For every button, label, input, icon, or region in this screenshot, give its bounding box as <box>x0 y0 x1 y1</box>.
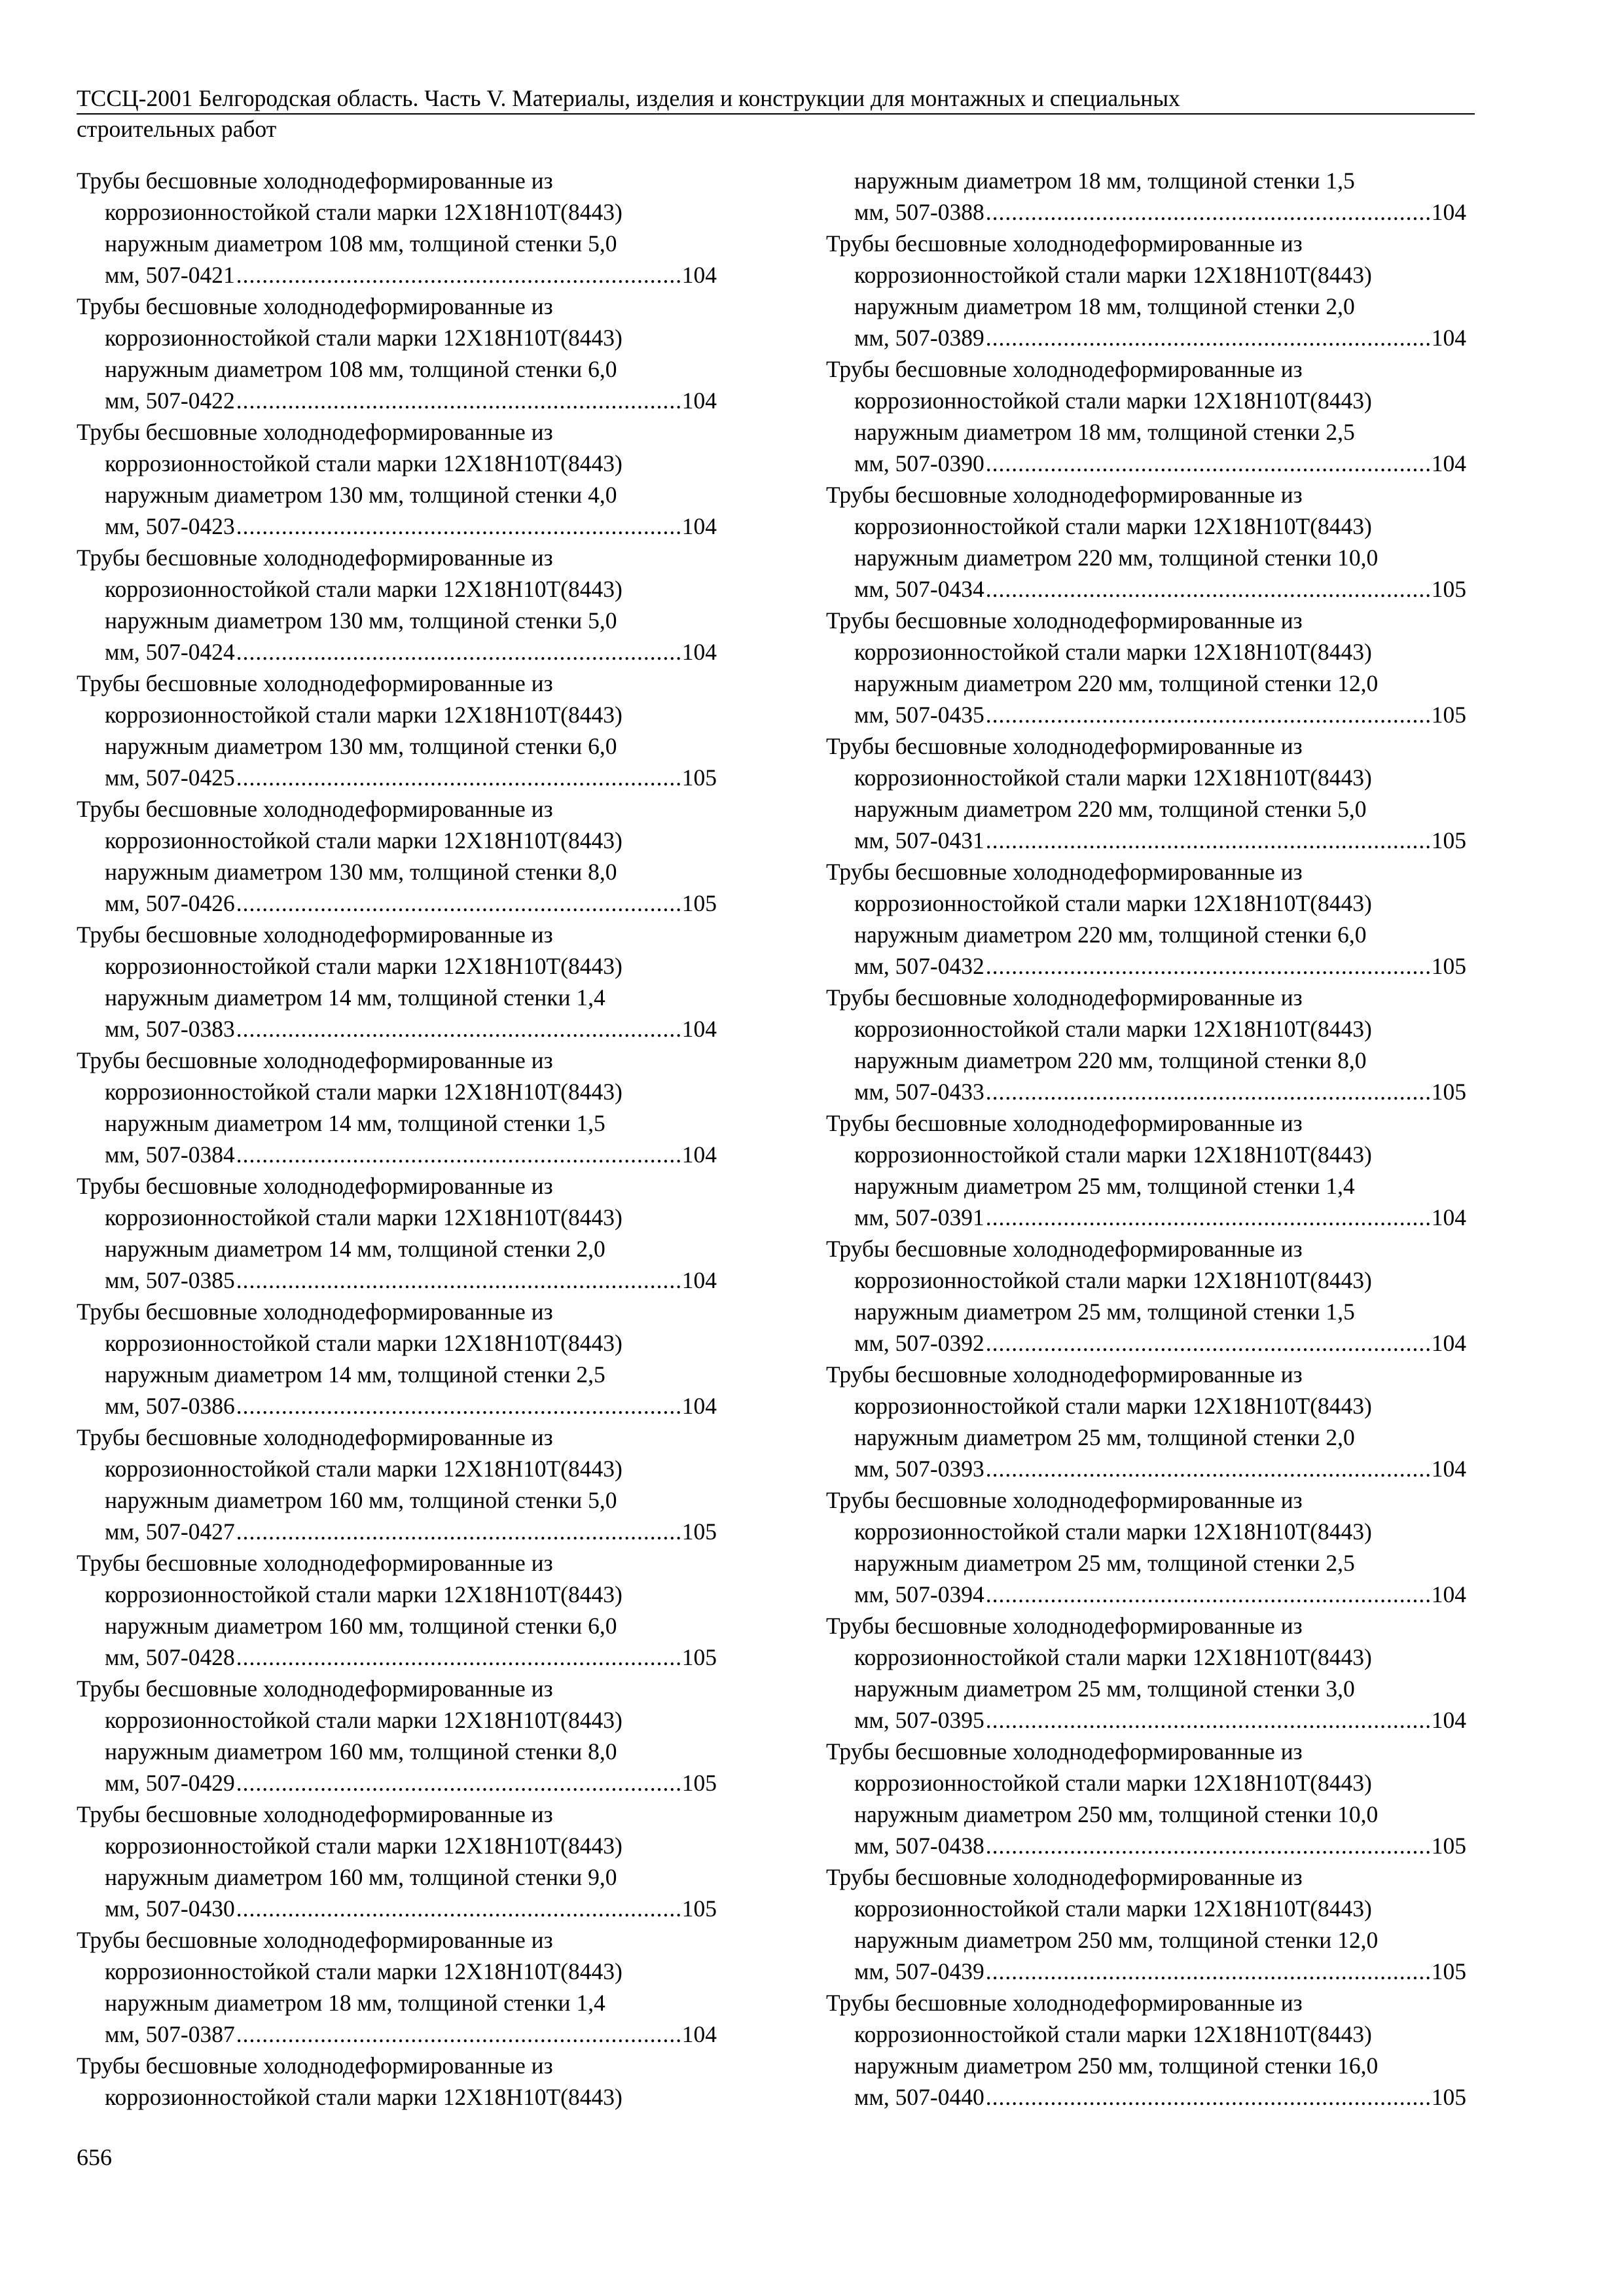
entry-text-line: наружным диаметром 14 мм, толщиной стенки 2,5 <box>105 1361 605 1388</box>
entry-text-line: наружным диаметром 250 мм, толщиной стенки 12,0 <box>854 1927 1379 1953</box>
entry-code: мм, 507-0423 <box>105 513 235 539</box>
entry-text-line: коррозионностойкой стали марки 12Х18Н10Т(8443) <box>105 450 623 476</box>
entry-page-ref: 105 <box>681 764 717 791</box>
entry-text-line: наружным диаметром 160 мм, толщиной стенки 8,0 <box>105 1738 617 1765</box>
entry-text-line: наружным диаметром 220 мм, толщиной стенки 5,0 <box>854 796 1367 822</box>
entry-text-line: наружным диаметром 220 мм, толщиной стенки 6,0 <box>854 922 1367 948</box>
entry-code: мм, 507-0421 <box>105 262 235 288</box>
entry-title-line: Трубы бесшовные холоднодеформированные из <box>77 1801 553 1827</box>
entry-text-line: коррозионностойкой стали марки 12Х18Н10Т(8443) <box>854 764 1372 791</box>
entry-reference-line <box>77 762 717 793</box>
entry-page-ref: 104 <box>1431 1456 1466 1482</box>
entry-text-line: наружным диаметром 14 мм, толщиной стенки 1,5 <box>105 1110 605 1136</box>
entry-code: мм, 507-0383 <box>105 1016 235 1042</box>
entry-title-line: Трубы бесшовные холоднодеформированные из <box>826 1110 1303 1136</box>
entry-title-line: Трубы бесшовные холоднодеформированные из <box>826 1864 1303 1890</box>
dot-leader <box>986 573 1430 605</box>
entry-reference-line <box>77 1893 717 1924</box>
entry-title-line: Трубы бесшовные холоднодеформированные из <box>826 859 1303 885</box>
entry-title-line: Трубы бесшовные холоднодеформированные из <box>826 1738 1303 1765</box>
entry-text-line: наружным диаметром 250 мм, толщиной стенки 16,0 <box>854 2053 1379 2079</box>
dot-leader <box>236 762 681 793</box>
entry-text-line: коррозионностойкой стали марки 12Х18Н10Т(8443) <box>105 576 623 602</box>
entry-reference-line <box>77 1013 717 1045</box>
index-entry <box>77 416 717 542</box>
entry-code: мм, 507-0388 <box>854 199 984 225</box>
entry-page-ref: 105 <box>681 1895 717 1922</box>
entry-reference-line <box>826 699 1466 730</box>
entry-text-line: наружным диаметром 25 мм, толщиной стенки 3,0 <box>854 1676 1355 1702</box>
entry-title-line: Трубы бесшовные холоднодеформированные из <box>77 1550 553 1576</box>
entry-code: мм, 507-0389 <box>854 325 984 351</box>
entry-text-line: коррозионностойкой стали марки 12Х18Н10Т(8443) <box>105 2084 623 2110</box>
entry-reference-line <box>826 322 1466 353</box>
index-entry <box>826 1736 1466 1861</box>
entry-reference-line <box>77 1390 717 1422</box>
entry-code: мм, 507-0439 <box>854 1958 984 1984</box>
entry-page-ref: 104 <box>1431 1204 1466 1230</box>
entry-reference-line <box>77 1265 717 1296</box>
entry-title-line: Трубы бесшовные холоднодеформированные из <box>826 1990 1303 2016</box>
index-entry <box>826 982 1466 1107</box>
dot-leader <box>236 888 681 919</box>
entry-reference-line <box>826 1327 1466 1359</box>
entry-text-line: коррозионностойкой стали марки 12Х18Н10Т(8443) <box>105 1330 623 1356</box>
index-entry <box>826 1987 1466 2113</box>
index-entry <box>77 668 717 793</box>
dot-leader <box>236 259 681 291</box>
entry-reference-line <box>77 888 717 919</box>
entry-page-ref: 105 <box>681 1770 717 1796</box>
dot-leader <box>236 1516 681 1547</box>
entry-page-ref: 104 <box>1431 1707 1466 1733</box>
entry-text-line: коррозионностойкой стали марки 12Х18Н10Т(8443) <box>854 1141 1372 1168</box>
entry-reference-line <box>826 1956 1466 1987</box>
dot-leader <box>986 950 1430 982</box>
entry-reference-line <box>826 196 1466 228</box>
entry-text-line: наружным диаметром 160 мм, толщиной стенки 9,0 <box>105 1864 617 1890</box>
entry-page-ref: 104 <box>681 387 717 414</box>
entry-text-line: коррозионностойкой стали марки 12Х18Н10Т(8443) <box>854 1393 1372 1419</box>
entry-title-line: Трубы бесшовные холоднодеформированные из <box>77 1047 553 1073</box>
dot-leader <box>236 1767 681 1799</box>
dot-leader <box>986 1830 1430 1861</box>
index-entry <box>826 1610 1466 1736</box>
entry-text-line: наружным диаметром 25 мм, толщиной стенки 1,4 <box>854 1173 1355 1199</box>
entry-text-line: коррозионностойкой стали марки 12Х18Н10Т(8443) <box>854 1267 1372 1293</box>
entry-reference-line <box>77 1516 717 1547</box>
header-title-continuation: строительных работ <box>77 116 277 142</box>
entry-title-line: Трубы бесшовные холоднодеформированные из <box>826 733 1303 759</box>
index-column-left <box>77 165 717 2113</box>
entry-code: мм, 507-0386 <box>105 1393 235 1419</box>
entry-text-line: наружным диаметром 18 мм, толщиной стенки 1,5 <box>854 168 1355 194</box>
entry-page-ref: 105 <box>1431 827 1466 853</box>
entry-title-line: Трубы бесшовные холоднодеформированные из <box>826 482 1303 508</box>
entry-title-line: Трубы бесшовные холоднодеформированные из <box>77 922 553 948</box>
entry-text-line: коррозионностойкой стали марки 12Х18Н10Т(8443) <box>105 702 623 728</box>
entry-text-line: наружным диаметром 25 мм, толщиной стенки 1,5 <box>854 1299 1355 1325</box>
entry-page-ref: 104 <box>681 1267 717 1293</box>
entry-page-ref: 104 <box>681 639 717 665</box>
entry-title-line: Трубы бесшовные холоднодеформированные из <box>826 1236 1303 1262</box>
entry-page-ref: 105 <box>681 1518 717 1545</box>
header-title-line: ТССЦ-2001 Белгородская область. Часть V. Материалы, изделия и конструкции для монтажных и специальных <box>77 84 1475 115</box>
index-entry <box>77 1799 717 1924</box>
index-entry <box>77 291 717 416</box>
entry-text-line: наружным диаметром 14 мм, толщиной стенки 2,0 <box>105 1236 605 1262</box>
index-entry <box>77 1045 717 1170</box>
entry-title-line: Трубы бесшовные холоднодеформированные из <box>77 168 553 194</box>
entry-text-line: коррозионностойкой стали марки 12Х18Н10Т(8443) <box>105 1958 623 1984</box>
entry-code: мм, 507-0393 <box>854 1456 984 1482</box>
dot-leader <box>236 1390 681 1422</box>
entry-reference-line <box>77 385 717 416</box>
entry-text-line: наружным диаметром 14 мм, толщиной стенки 1,4 <box>105 984 605 1011</box>
dot-leader <box>236 1893 681 1924</box>
entry-page-ref: 104 <box>1431 1581 1466 1607</box>
entry-text-line: наружным диаметром 18 мм, толщиной стенки 1,4 <box>105 1990 605 2016</box>
entry-text-line: коррозионностойкой стали марки 12Х18Н10Т(8443) <box>105 1581 623 1607</box>
entry-code: мм, 507-0390 <box>854 450 984 476</box>
entry-title-line: Трубы бесшовные холоднодеформированные из <box>826 1613 1303 1639</box>
entry-reference-line <box>77 1139 717 1170</box>
dot-leader <box>986 1076 1430 1107</box>
entry-reference-line <box>826 825 1466 856</box>
entry-code: мм, 507-0430 <box>105 1895 235 1922</box>
entry-code: мм, 507-0384 <box>105 1141 235 1168</box>
dot-leader <box>986 448 1430 479</box>
dot-leader <box>236 385 681 416</box>
index-entry <box>826 1233 1466 1359</box>
index-entry <box>826 353 1466 479</box>
index-entry <box>826 479 1466 605</box>
entry-code: мм, 507-0428 <box>105 1644 235 1670</box>
dot-leader <box>986 196 1430 228</box>
entry-text-line: наружным диаметром 130 мм, толщиной стенки 5,0 <box>105 607 617 634</box>
index-entry <box>826 1861 1466 1987</box>
entry-title-line: Трубы бесшовные холоднодеформированные из <box>77 1424 553 1450</box>
entry-title-line: Трубы бесшовные холоднодеформированные из <box>826 984 1303 1011</box>
entry-page-ref: 105 <box>1431 576 1466 602</box>
index-entry <box>77 1924 717 2050</box>
entry-page-ref: 105 <box>1431 1958 1466 1984</box>
entry-text-line: наружным диаметром 130 мм, толщиной стенки 6,0 <box>105 733 617 759</box>
entry-code: мм, 507-0434 <box>854 576 984 602</box>
entry-code: мм, 507-0391 <box>854 1204 984 1230</box>
entry-reference-line <box>77 1641 717 1673</box>
entry-text-line: наружным диаметром 220 мм, толщиной стенки 12,0 <box>854 670 1379 696</box>
entry-reference-line <box>826 1453 1466 1484</box>
dot-leader <box>236 511 681 542</box>
entry-reference-line <box>77 1767 717 1799</box>
entry-code: мм, 507-0395 <box>854 1707 984 1733</box>
entry-text-line: коррозионностойкой стали марки 12Х18Н10Т(8443) <box>105 1079 623 1105</box>
entry-text-line: наружным диаметром 25 мм, толщиной стенки 2,5 <box>854 1550 1355 1576</box>
entry-title-line: Трубы бесшовные холоднодеформированные из <box>77 670 553 696</box>
entry-code: мм, 507-0424 <box>105 639 235 665</box>
running-header <box>77 84 1475 143</box>
index-entry <box>826 1107 1466 1233</box>
entry-title-line: Трубы бесшовные холоднодеформированные из <box>826 1487 1303 1513</box>
entry-code: мм, 507-0432 <box>854 953 984 979</box>
entry-reference-line <box>77 259 717 291</box>
entry-code: мм, 507-0422 <box>105 387 235 414</box>
entry-page-ref: 104 <box>681 1393 717 1419</box>
dot-leader <box>986 1579 1430 1610</box>
entry-title-line: Трубы бесшовные холоднодеформированные из <box>77 796 553 822</box>
entry-text-line: коррозионностойкой стали марки 12Х18Н10Т(8443) <box>105 953 623 979</box>
entry-text-line: коррозионностойкой стали марки 12Х18Н10Т(8443) <box>854 262 1372 288</box>
dot-leader <box>986 1453 1430 1484</box>
entry-page-ref: 105 <box>1431 2084 1466 2110</box>
entry-reference-line <box>826 1830 1466 1861</box>
entry-text-line: коррозионностойкой стали марки 12Х18Н10Т(8443) <box>854 639 1372 665</box>
entry-text-line: наружным диаметром 160 мм, толщиной стенки 5,0 <box>105 1487 617 1513</box>
entry-page-ref: 104 <box>1431 199 1466 225</box>
index-entry <box>826 228 1466 353</box>
index-entry <box>77 919 717 1045</box>
entry-title-line: Трубы бесшовные холоднодеформированные из <box>77 419 553 445</box>
dot-leader <box>986 1202 1430 1233</box>
entry-title-line: Трубы бесшовные холоднодеформированные из <box>77 2053 553 2079</box>
entry-page-ref: 105 <box>681 1644 717 1670</box>
entry-reference-line <box>826 1202 1466 1233</box>
dot-leader <box>236 2018 681 2050</box>
entry-title-line: Трубы бесшовные холоднодеформированные из <box>826 1361 1303 1388</box>
index-entry <box>826 165 1466 228</box>
index-entry <box>77 793 717 919</box>
entry-text-line: коррозионностойкой стали марки 12Х18Н10Т(8443) <box>105 827 623 853</box>
entry-reference-line <box>826 573 1466 605</box>
entry-text-line: коррозионностойкой стали марки 12Х18Н10Т(8443) <box>105 1204 623 1230</box>
entry-reference-line <box>826 1076 1466 1107</box>
entry-text-line: наружным диаметром 250 мм, толщиной стенки 10,0 <box>854 1801 1379 1827</box>
entry-title-line: Трубы бесшовные холоднодеформированные из <box>77 1927 553 1953</box>
entry-text-line: наружным диаметром 18 мм, толщиной стенки 2,0 <box>854 293 1355 319</box>
entry-text-line: коррозионностойкой стали марки 12Х18Н10Т(8443) <box>105 325 623 351</box>
index-entry <box>77 165 717 291</box>
dot-leader <box>236 636 681 668</box>
entry-text-line: коррозионностойкой стали марки 12Х18Н10Т(8443) <box>854 1895 1372 1922</box>
dot-leader <box>236 1013 681 1045</box>
entry-text-line: коррозионностойкой стали марки 12Х18Н10Т(8443) <box>854 1644 1372 1670</box>
index-entry <box>77 542 717 668</box>
entry-code: мм, 507-0426 <box>105 890 235 916</box>
entry-page-ref: 105 <box>1431 1079 1466 1105</box>
dot-leader <box>236 1265 681 1296</box>
entry-title-line: Трубы бесшовные холоднодеформированные из <box>77 1173 553 1199</box>
entry-title-line: Трубы бесшовные холоднодеформированные из <box>826 230 1303 257</box>
entry-code: мм, 507-0427 <box>105 1518 235 1545</box>
entry-text-line: коррозионностойкой стали марки 12Х18Н10Т(8443) <box>854 1770 1372 1796</box>
index-entry <box>77 1547 717 1673</box>
index-entry <box>77 1422 717 1547</box>
entry-page-ref: 105 <box>681 890 717 916</box>
index-entry <box>77 1296 717 1422</box>
dot-leader <box>986 322 1430 353</box>
entry-text-line: наружным диаметром 220 мм, толщиной стенки 10,0 <box>854 545 1379 571</box>
entry-code: мм, 507-0394 <box>854 1581 984 1607</box>
entry-code: мм, 507-0392 <box>854 1330 984 1356</box>
entry-text-line: коррозионностойкой стали марки 12Х18Н10Т(8443) <box>854 1016 1372 1042</box>
entry-page-ref: 104 <box>681 262 717 288</box>
entry-text-line: коррозионностойкой стали марки 12Х18Н10Т(8443) <box>854 513 1372 539</box>
entry-text-line: наружным диаметром 130 мм, толщиной стенки 8,0 <box>105 859 617 885</box>
entry-code: мм, 507-0438 <box>854 1833 984 1859</box>
entry-text-line: коррозионностойкой стали марки 12Х18Н10Т(8443) <box>105 1833 623 1859</box>
entry-text-line: коррозионностойкой стали марки 12Х18Н10Т(8443) <box>854 387 1372 414</box>
entry-text-line: наружным диаметром 108 мм, толщиной стенки 6,0 <box>105 356 617 382</box>
page-number: 656 <box>77 2144 112 2170</box>
entry-page-ref: 104 <box>1431 1330 1466 1356</box>
entry-text-line: наружным диаметром 18 мм, толщиной стенки 2,5 <box>854 419 1355 445</box>
entry-code: мм, 507-0385 <box>105 1267 235 1293</box>
index-entry <box>826 1484 1466 1610</box>
index-entry <box>826 1359 1466 1484</box>
dot-leader <box>986 1956 1430 1987</box>
index-entry <box>826 730 1466 856</box>
dot-leader <box>986 699 1430 730</box>
entry-title-line: Трубы бесшовные холоднодеформированные из <box>77 1676 553 1702</box>
entry-text-line: коррозионностойкой стали марки 12Х18Н10Т(8443) <box>854 2021 1372 2047</box>
entry-page-ref: 105 <box>1431 1833 1466 1859</box>
entry-reference-line <box>826 2081 1466 2113</box>
entry-title-line: Трубы бесшовные холоднодеформированные из <box>826 607 1303 634</box>
entry-code: мм, 507-0429 <box>105 1770 235 1796</box>
entry-page-ref: 104 <box>681 513 717 539</box>
index-entry <box>77 1673 717 1799</box>
entry-page-ref: 104 <box>681 1141 717 1168</box>
entry-reference-line <box>826 1704 1466 1736</box>
index-entry <box>77 1170 717 1296</box>
entry-code: мм, 507-0425 <box>105 764 235 791</box>
entry-page-ref: 104 <box>1431 450 1466 476</box>
entry-code: мм, 507-0387 <box>105 2021 235 2047</box>
dot-leader <box>236 1139 681 1170</box>
entry-code: мм, 507-0435 <box>854 702 984 728</box>
entry-text-line: наружным диаметром 130 мм, толщиной стенки 4,0 <box>105 482 617 508</box>
entry-text-line: коррозионностойкой стали марки 12Х18Н10Т(8443) <box>854 890 1372 916</box>
entry-page-ref: 105 <box>1431 702 1466 728</box>
entry-reference-line <box>826 950 1466 982</box>
entry-reference-line <box>77 2018 717 2050</box>
index-entry <box>77 2050 717 2113</box>
dot-leader <box>986 1704 1430 1736</box>
entry-text-line: коррозионностойкой стали марки 12Х18Н10Т(8443) <box>105 1707 623 1733</box>
dot-leader <box>236 1641 681 1673</box>
entry-page-ref: 104 <box>1431 325 1466 351</box>
entry-reference-line <box>77 636 717 668</box>
entry-reference-line <box>77 511 717 542</box>
entry-reference-line <box>826 1579 1466 1610</box>
dot-leader <box>986 825 1430 856</box>
index-entry <box>826 856 1466 982</box>
entry-title-line: Трубы бесшовные холоднодеформированные из <box>826 356 1303 382</box>
entry-page-ref: 105 <box>1431 953 1466 979</box>
entry-text-line: наружным диаметром 25 мм, толщиной стенки 2,0 <box>854 1424 1355 1450</box>
dot-leader <box>986 2081 1430 2113</box>
entry-text-line: коррозионностойкой стали марки 12Х18Н10Т(8443) <box>105 1456 623 1482</box>
entry-page-ref: 104 <box>681 1016 717 1042</box>
entry-title-line: Трубы бесшовные холоднодеформированные из <box>77 1299 553 1325</box>
index-column-right <box>826 165 1466 2113</box>
entry-title-line: Трубы бесшовные холоднодеформированные из <box>77 545 553 571</box>
entry-text-line: коррозионностойкой стали марки 12Х18Н10Т(8443) <box>105 199 623 225</box>
entry-code: мм, 507-0433 <box>854 1079 984 1105</box>
entry-text-line: наружным диаметром 220 мм, толщиной стенки 8,0 <box>854 1047 1367 1073</box>
entry-reference-line <box>826 448 1466 479</box>
entry-title-line: Трубы бесшовные холоднодеформированные из <box>77 293 553 319</box>
entry-text-line: коррозионностойкой стали марки 12Х18Н10Т(8443) <box>854 1518 1372 1545</box>
entry-text-line: наружным диаметром 160 мм, толщиной стенки 6,0 <box>105 1613 617 1639</box>
index-entry <box>826 605 1466 730</box>
entry-code: мм, 507-0431 <box>854 827 984 853</box>
dot-leader <box>986 1327 1430 1359</box>
entry-text-line: наружным диаметром 108 мм, толщиной стенки 5,0 <box>105 230 617 257</box>
entry-page-ref: 104 <box>681 2021 717 2047</box>
entry-code: мм, 507-0440 <box>854 2084 984 2110</box>
